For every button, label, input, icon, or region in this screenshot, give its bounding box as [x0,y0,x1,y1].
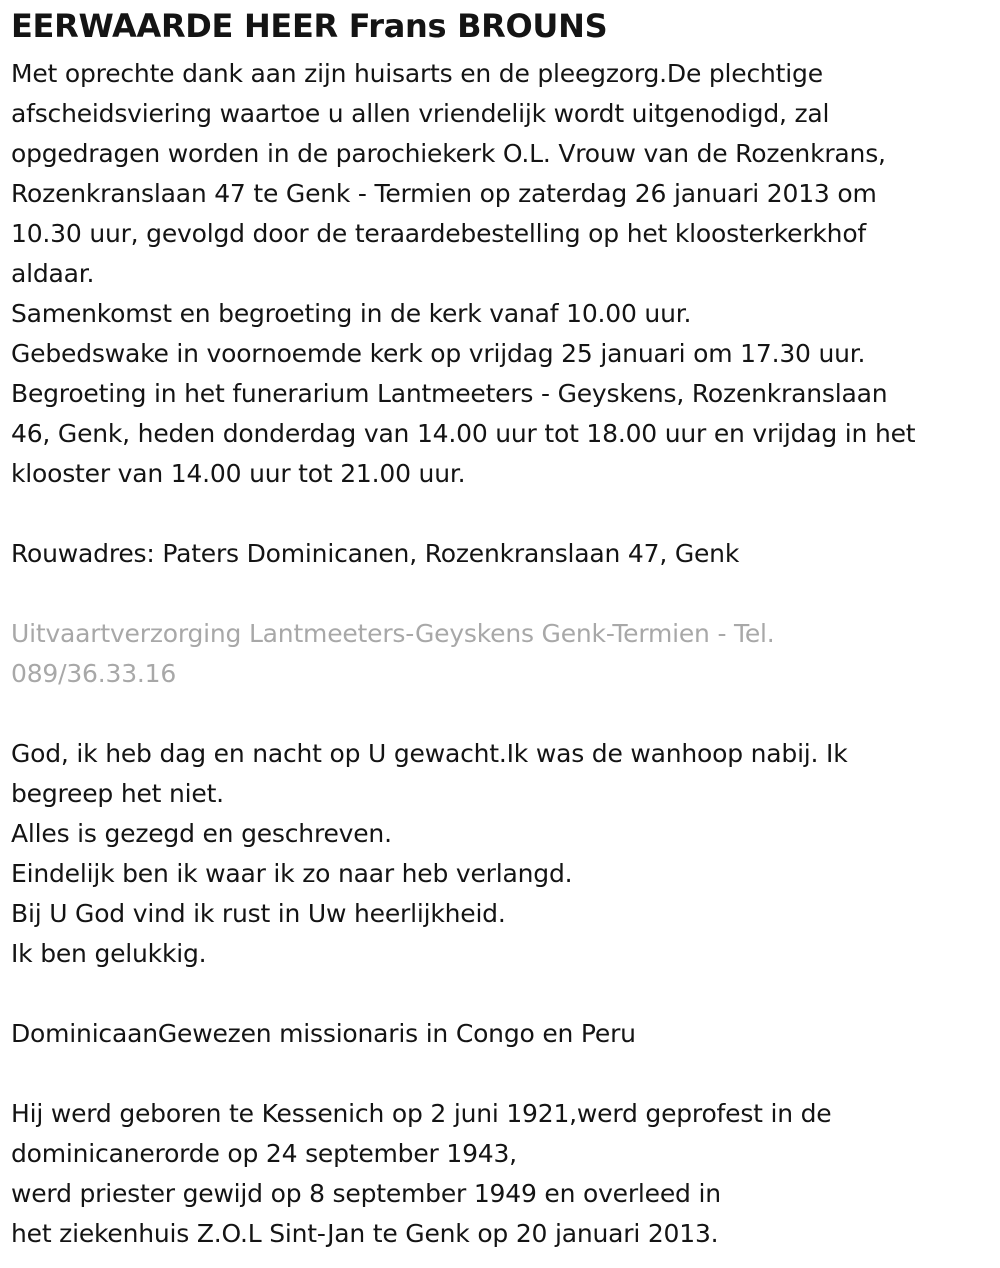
poem-line: Ik ben gelukkig. [11,939,207,968]
poem-line: Bij U God vind ik rust in Uw heerlijkheid. [11,899,506,928]
intro-line: aldaar. [11,259,95,288]
intro-line: 46, Genk, heden donderdag van 14.00 uur tot 18.00 uur en vrijdag in het [11,419,916,448]
role-line: DominicaanGewezen missionaris in Congo en Peru [11,1019,636,1048]
funeral-home-line: Uitvaartverzorging Lantmeeters-Geyskens Genk-Termien - Tel. [11,619,775,648]
section-spacer [11,574,988,614]
intro-line: Begroeting in het funerarium Lantmeeters - Geyskens, Rozenkranslaan [11,379,888,408]
obituary-title: EERWAARDE HEER Frans BROUNS [11,7,608,45]
poem-line: Alles is gezegd en geschreven. [11,819,392,848]
poem-line: begreep het niet. [11,779,224,808]
intro-section [11,54,988,494]
section-spacer [11,974,988,1014]
bio-line: dominicanerorde op 24 september 1943, [11,1139,517,1168]
funeral-home-phone: 089/36.33.16 [11,659,177,688]
bio-line: werd priester gewijd op 8 september 1949 en overleed in [11,1179,721,1208]
intro-line: klooster van 14.00 uur tot 21.00 uur. [11,459,466,488]
bio-line: het ziekenhuis Z.O.L Sint-Jan te Genk op 20 januari 2013. [11,1219,719,1248]
bio-line: Hij werd geboren te Kessenich op 2 juni 1921,werd geprofest in de [11,1099,832,1128]
section-spacer [11,694,988,734]
intro-line: Samenkomst en begroeting in de kerk vanaf 10.00 uur. [11,299,692,328]
poem-section [11,734,988,974]
section-spacer [11,1054,988,1094]
biography-section [11,1094,988,1254]
poem-line: God, ik heb dag en nacht op U gewacht.Ik was de wanhoop nabij. Ik [11,739,848,768]
intro-line: opgedragen worden in de parochiekerk O.L. Vrouw van de Rozenkrans, [11,139,886,168]
intro-line: Rozenkranslaan 47 te Genk - Termien op zaterdag 26 januari 2013 om [11,179,877,208]
intro-line: Gebedswake in voornoemde kerk op vrijdag 25 januari om 17.30 uur. [11,339,866,368]
intro-line: afscheidsviering waartoe u allen vriendelijk wordt uitgenodigd, zal [11,99,830,128]
poem-line: Eindelijk ben ik waar ik zo naar heb verlangd. [11,859,573,888]
funeral-home-info [11,614,988,694]
intro-line: 10.30 uur, gevolgd door de teraardebestelling op het kloosterkerkhof [11,219,867,248]
section-spacer [11,494,988,534]
intro-line: Met oprechte dank aan zijn huisarts en de pleegzorg.De plechtige [11,59,823,88]
mourning-address: Rouwadres: Paters Dominicanen, Rozenkranslaan 47, Genk [11,539,740,568]
